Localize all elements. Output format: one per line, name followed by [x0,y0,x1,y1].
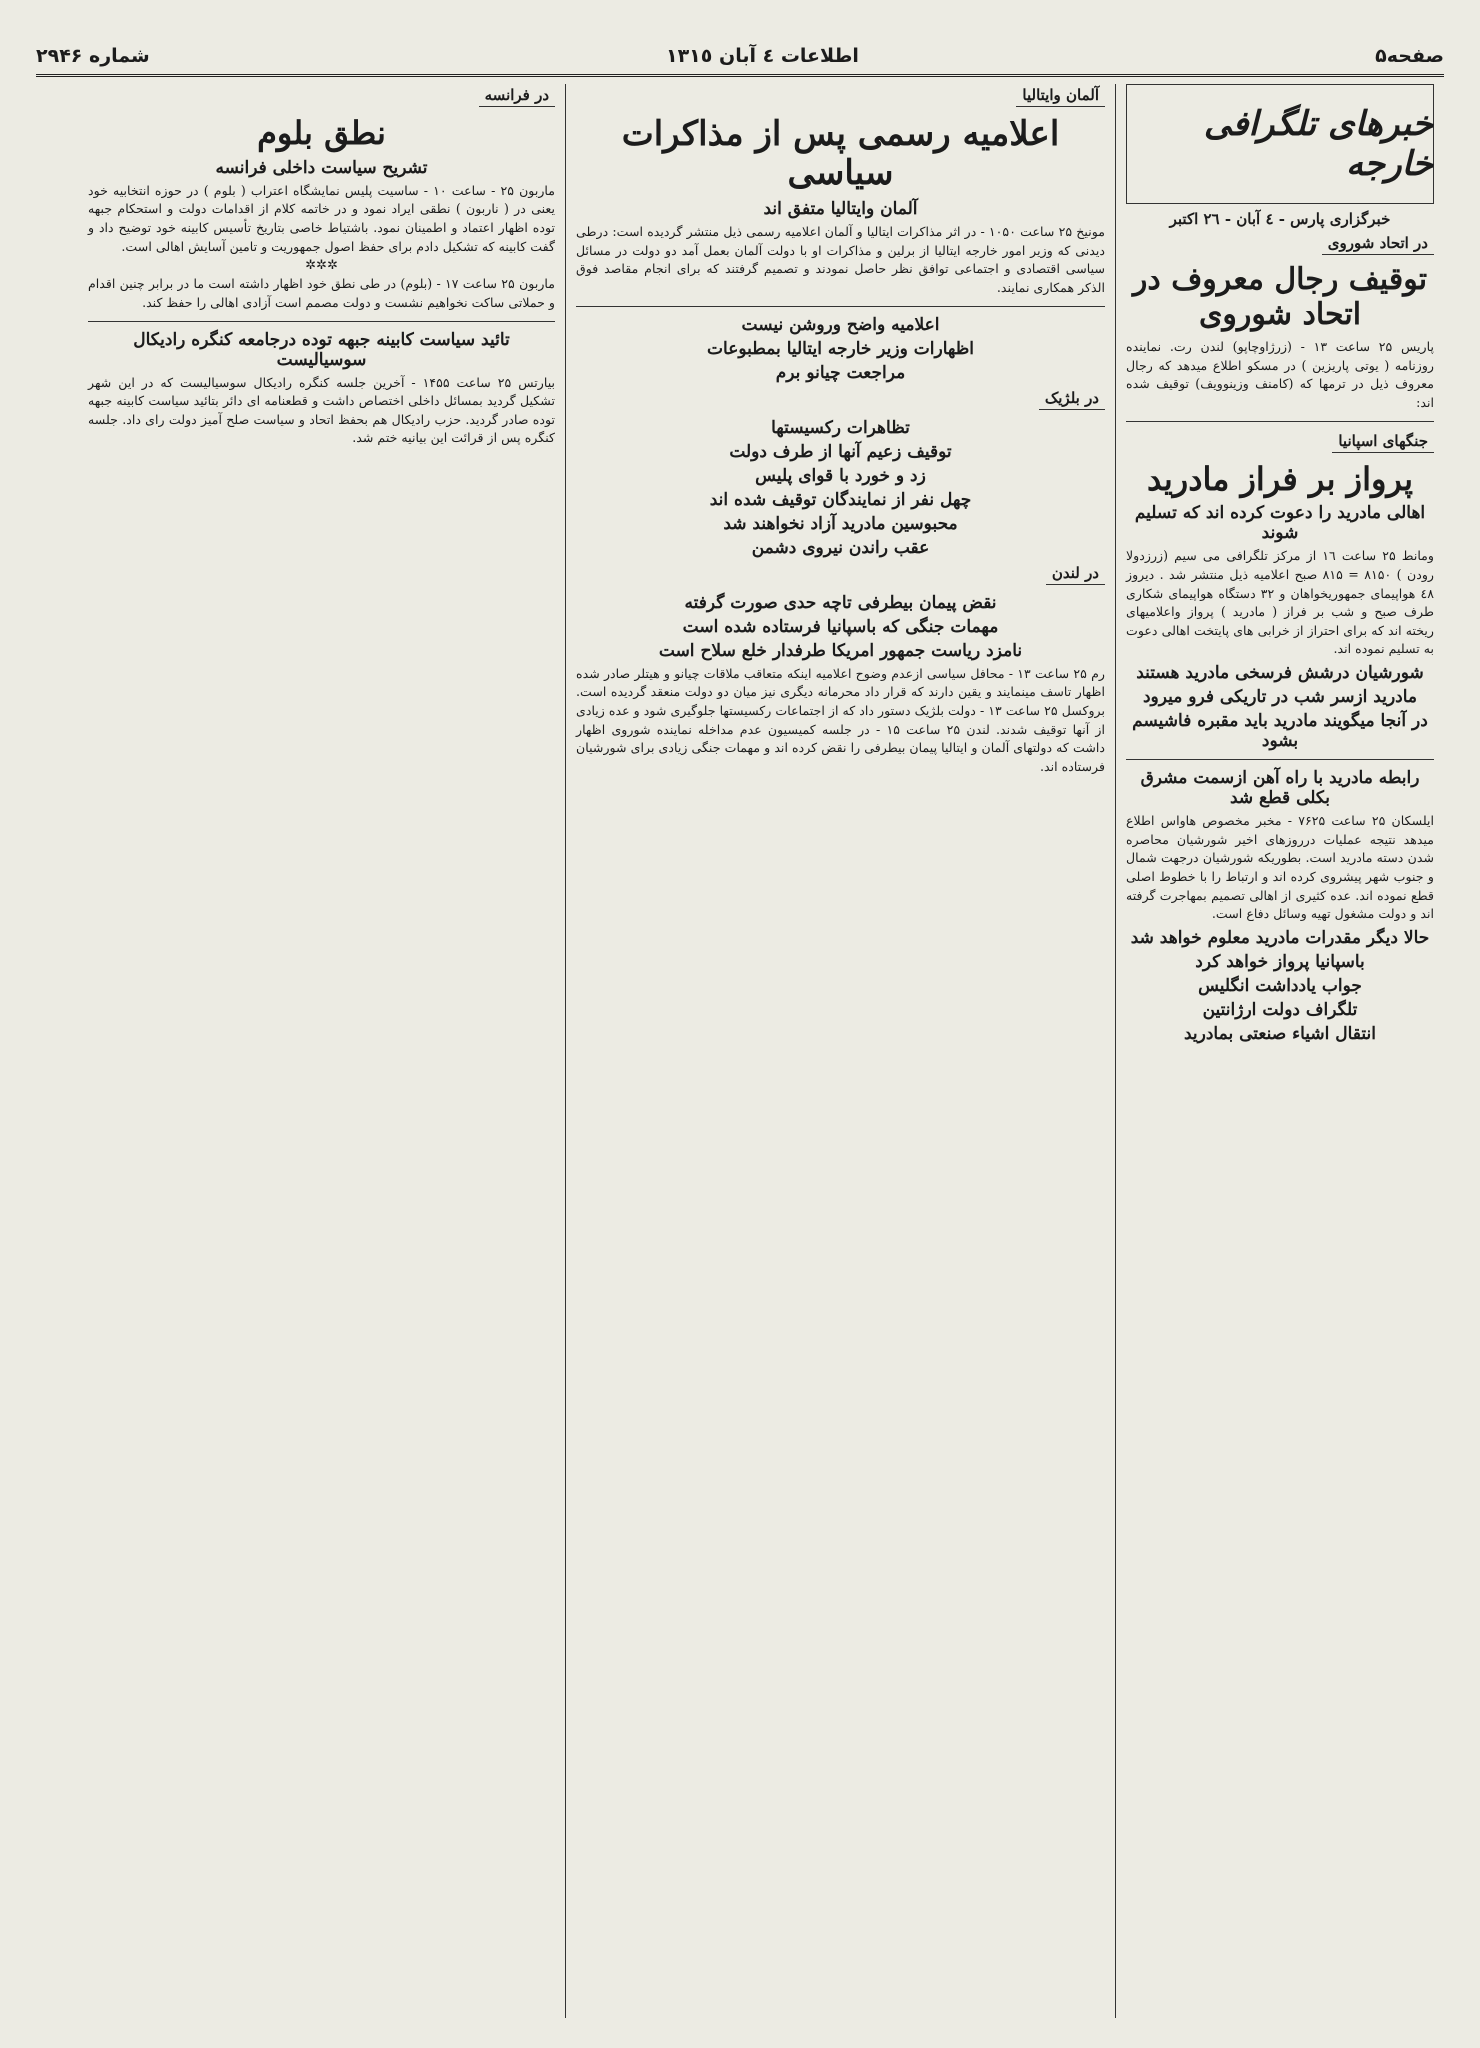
article-blum: ماربون ۲۵ - ساعت ۱۰ - ساسیت پلیس نمایشگاه اعتراب ( بلوم ) در حوزه انتخابیه خود یعنی در ( ناربون ) نطقی ایراد نمود و در خاتمه کلام از اقدامات دولت و استحکام جبهه توده اظهار اعتماد و اطمینان نمود. باشتیاط خاصی بتاریخ تأسیس کابینه خود توضیح داد و گفت کابینه که تشکیل دادم برای حفظ اصول جمهوریت و تامین آسایش اهالی است. [88,182,555,254]
section-title: خبرهای تلگرافی خارجه [1203,104,1433,184]
subhead-reply: جواب یادداشت انگلیس [1198,975,1362,996]
subhead-fate: حالا دیگر مقدرات مادرید معلوم خواهد شد [1130,927,1430,948]
subhead-ciano: مراجعت چیانو برم [775,362,906,383]
masthead [36,38,1444,77]
subhead-madrid: اهالی مادرید را دعوت کرده اند که تسلیم شوند [1134,503,1426,544]
section-tag: آلمان وایتالیا [1016,86,1105,107]
section-spain: جنگهای اسپانیا [1332,432,1434,453]
subhead-rebels: شورشیان درشش فرسخی مادرید هستند [1136,663,1424,684]
subhead-enemy: عقب راندن نیروی دشمن [751,537,930,558]
subhead-candidate: نامزد ریاست جمهور امریکا طرفدار خلع سلاح است [658,640,1023,661]
section-london: در لندن [1046,564,1105,585]
article-railway: ایلسکان ۲۵ ساعت ۷۶۲۵ - مخبر مخصوص هاواس اطلاع میدهد نتیجه عملیات درروزهای اخیر شورشیان محاصره شدن دسته مادرید است. بطوریکه شورشیان درجهت شمال و جنوب شهر پیشروی کرده اند و ارتباط را با خطوط اصلی قطع نموده اند. عده کثیری از اهالی تصمیم بمهاجرت گرفته اند و دولت مشغول تهیه وسائل دفاع است. [1126,813,1434,922]
subhead-transfer: انتقال اشیاء صنعتی بمادرید [1184,1023,1376,1044]
column-foreign-news [1116,84,1444,2018]
article-madrid: ومانط ۲۵ ساعت ۱٦ از مرکز تلگرافی می سیم (زرزدولا رودن ) ۸۱۵۰ = ۸۱۵ صبح اعلامیه ذیل منتشر شد . دیروز ٤۸ هواپیمای جمهوریخواهان و ۳۲ دستگاه هواپیمای شکاری طرف صبح و شب بر فراز ( مادرید ) پرواز واعلامیهای ریخته اند که برای احتراز از خرابی های پایتخت اهالی دعوت به تسلیم نموده اند. [1126,548,1434,657]
headline-madrid: پرواز بر فراز مادرید [1147,459,1413,498]
section-france: در فرانسه [479,86,555,107]
article-congress: بیارتس ۲۵ ساعت ۱۴۵۵ - آخرین جلسه کنگره رادیکال سوسیالیست که در این شهر تشکیل گردید بمسائل داخلی اختصاص داشت و قطعنامه ای دائر بتائید سیاست کابینه جبهه توده صادر گردید. حزب رادیکال هم بحفظ اتحاد و سیاست صلح آمیز دولت رای داد. جلسه کنگره پس از قرائت این بیانیه ختم شد. [88,374,555,446]
headline-blum: نطق بلوم [257,114,386,152]
headline-declaration: اعلامیه رسمی پس از مذاکرات سیاسی [621,114,1060,194]
subhead-leader: توقیف زعیم آنها از طرف دولت [729,441,952,462]
page-number: صفحه۵ [1375,45,1444,67]
subhead-allied: آلمان وایتالیا متفق اند [763,199,918,220]
article-blum-2: ماربون ۲۵ ساعت ۱۷ - (بلوم) در طی نطق خود اظهار داشته است ما در برابر چنین اقدام و حملاتی ساکت نخواهیم نشست و دولت مصمم است آزادی اهالی را حفظ کند. [88,276,555,310]
article-declaration: مونیخ ۲۵ ساعت ۱۰۵۰ - در اثر مذاکرات ایتالیا و آلمان اعلامیه رسمی ذیل منتشر گردیده است: درطی دیدنی که وزیر امور خارجه ایتالیا از برلین و مذاکرات او با دولت آلمان بعمل آمد دو دولت در مسائل سیاسی اقتصادی و اجتماعی توافق نظر حاصل نمودند و تصمیم گرفتند که برای انجام مقاصد فوق الذکر همکاری نمایند. [576,224,1105,296]
subhead-police: زد و خورد با قوای پلیس [755,465,926,486]
article-arrests: پاریس ۲۵ ساعت ۱۳ - (زرژاوچاپو) لندن رت. نماینده روزنامه ( یوتی پاریزین ) در مسکو اطلاع میدهد که رجال معروف ذیل در ترمها که (کامنف وزینوویف) توقیف شده اند: [1126,339,1434,410]
subhead-deputies: چهل نفر از نمایندگان توقیف شده اند [709,489,972,510]
column-italy-germany [566,84,1116,2018]
subhead-press: اظهارات وزیر خارجه ایتالیا بمطبوعات [707,338,974,359]
country-tag: در اتحاد شوروی [1322,234,1434,255]
subhead-domestic: تشریح سیاست داخلی فرانسه [215,157,428,178]
subhead-railway: رابطه مادرید با راه آهن ازسمت مشرق بکلی قطع شد [1140,768,1420,809]
column-france [78,84,566,2018]
subhead-argentina: تلگراف دولت ارژانتین [1202,999,1358,1020]
article-roundup: رم ۲۵ ساعت ۱۳ - محافل سیاسی ازعدم وضوح اعلامیه اینکه متعاقب ملاقات چیانو و هیتلر صادر شده اظهار تاسف مینمایند و یقین دارند که قرار داد محرمانه دیگری نیز میان دو دولت منعقد گردیده است. بروکسل ۲۵ ساعت ۱۳ - دولت بلژیک دستور داد که از اجتماعات رکسیستها جلوگیری شود و عده زیادی از آنها توقیف شدند. لندن ۲۵ ساعت ۱۵ - در جلسه کمیسیون عدم مداخله نماینده شوروی اظهار داشت که دولتهای آلمان و ایتالیا پیمان بیطرفی را نقض کرده اند و مهمات جنگی زیادی برای شورشیان فرستاده اند. [576,665,1105,774]
subhead-neutrality: نقض پیمان بیطرفی تاچه حدی صورت گرفته [684,592,997,613]
separator-stars: ✲✲✲ [305,258,338,274]
subhead-congress: تائید سیاست کابینه جبهه توده درجامعه کنگره رادیکال سوسیالیست [133,329,510,370]
section-logo [1126,84,1434,204]
subhead-fascism: در آنجا میگویند مادرید باید مقبره فاشیسم بشود [1132,711,1428,752]
headline-arrests: توقیف رجال معروف در اتحاد شوروی [1132,262,1428,332]
subhead-darkness: مادرید ازسر شب در تاریکی فرو میرود [1142,687,1418,708]
issue-date: اطلاعات ٤ آبان ١٣١٥ [665,45,859,67]
section-belgium: در بلژیک [1039,389,1105,410]
subhead-unclear: اعلامیه واضح وروشن نیست [741,314,940,335]
subhead-munitions: مهمات جنگی که باسپانیا فرستاده شده است [682,616,999,637]
dateline: خبرگزاری پارس - ٤ آبان - ٢٦ اکتبر [1169,210,1391,228]
subhead-flight: باسپانیا پرواز خواهد کرد [1195,951,1365,972]
issue-number: شماره ۲۹۴۶ [36,45,150,67]
subhead-rexists: تظاهرات رکسیستها [771,417,910,438]
columns [36,84,1444,2018]
subhead-prisoners: محبوسین مادرید آزاد نخواهند شد [723,513,958,534]
